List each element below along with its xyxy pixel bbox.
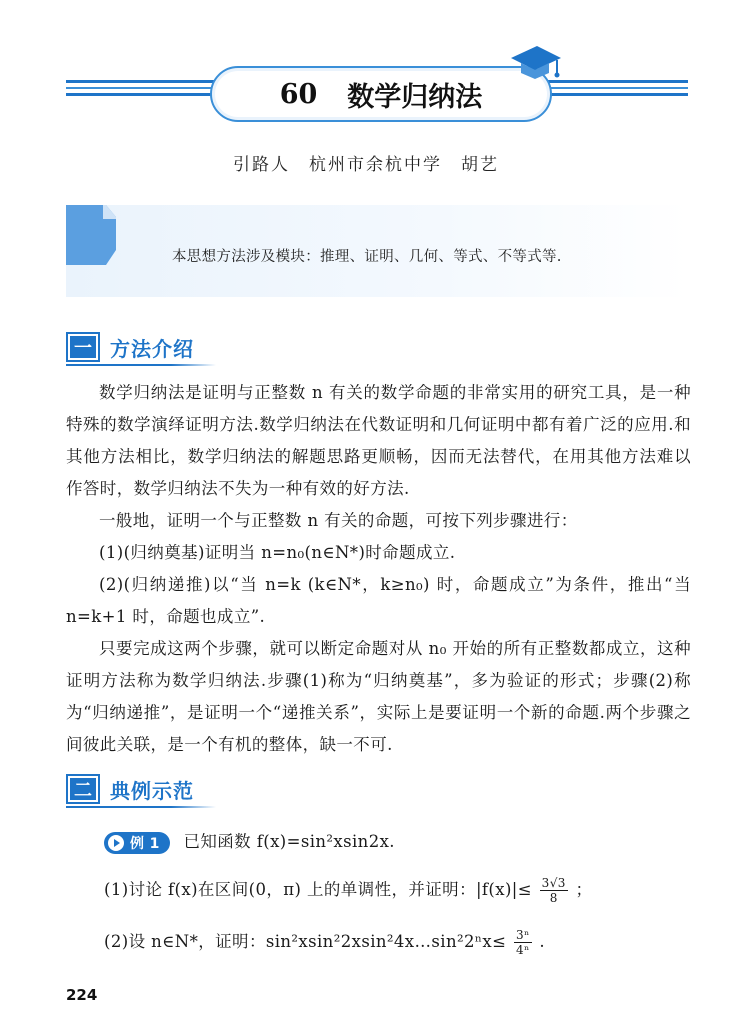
paragraph: (2)(归纳递推)以“当 n=k (k∈N*，k≥n₀) 时，命题成立”为条件，推出“当 n=k+1 时，命题也成立”. bbox=[66, 575, 691, 626]
example-question-1: (1)讨论 f(x)在区间(0，π) 上的单调性，并证明：|f(x)|≤ $\frac{3√3}{8}$ ； bbox=[104, 876, 593, 905]
section-method-intro bbox=[66, 330, 194, 364]
paragraph: 数学归纳法是证明与正整数 n 有关的数学命题的非常实用的研究工具，是一种特殊的数学演绎证明方法.数学归纳法在代数证明和几何证明中都有着广泛的应用.和其他方法相比，数学归纳法的解题思路更顺畅，因而无法替代，在用其他方法难以作答时，数学归纳法不失为一种有效的好方法. bbox=[66, 383, 691, 498]
fraction: $\frac{3√3}{8}$ bbox=[541, 876, 566, 905]
chapter-title-text: 数学归纳法 bbox=[347, 81, 483, 113]
section-title: 典例示范 bbox=[110, 778, 194, 803]
section-badge: 二 bbox=[66, 774, 100, 804]
page-number: 224 bbox=[66, 986, 98, 1004]
paragraph: (1)(归纳奠基)证明当 n=n₀(n∈N*)时命题成立. bbox=[99, 543, 456, 562]
header-rule-left bbox=[66, 80, 216, 104]
example-badge: 例 1 bbox=[104, 832, 170, 854]
chapter-title bbox=[210, 66, 552, 122]
header-rule-right bbox=[548, 80, 688, 104]
summary-text: 本思想方法涉及模块：推理、证明、几何、等式、不等式等. bbox=[172, 249, 562, 265]
play-icon bbox=[108, 835, 124, 851]
example-question-2: (2)设 n∈N*，证明：sin²xsin²2xsin²4x…sin²2ⁿx≤ $\frac{\text{3ⁿ}}{\text{4ⁿ}}$ . bbox=[104, 928, 545, 957]
graduation-cap-icon bbox=[507, 42, 563, 82]
section-examples bbox=[66, 772, 194, 806]
chapter-number: 60 bbox=[279, 78, 318, 110]
summary-tab-decoration bbox=[66, 205, 116, 265]
method-text bbox=[66, 377, 691, 761]
paragraph: 一般地，证明一个与正整数 n 有关的命题，可按下列步骤进行： bbox=[99, 511, 578, 530]
paragraph: 只要完成这两个步骤，就可以断定命题对从 n₀ 开始的所有正整数都成立，这种证明方法称为数学归纳法.步骤(1)称为“归纳奠基”，多为验证的形式；步骤(2)称为“归纳递推”，是证明一个“递推关系”，实际上是要证明一个新的命题.两个步骤之间彼此关联，是一个有机的整体，缺一不可. bbox=[66, 639, 691, 754]
author-line: 引路人 杭州市余杭中学 胡艺 bbox=[233, 155, 499, 175]
example-statement: 已知函数 f(x)=sin²xsin2x. bbox=[183, 832, 395, 851]
section-badge: 一 bbox=[66, 332, 100, 362]
fraction: $\frac{\text{3ⁿ}}{\text{4ⁿ}}$ bbox=[516, 928, 530, 957]
section-title: 方法介绍 bbox=[110, 336, 194, 361]
example-statement-line bbox=[104, 828, 395, 854]
